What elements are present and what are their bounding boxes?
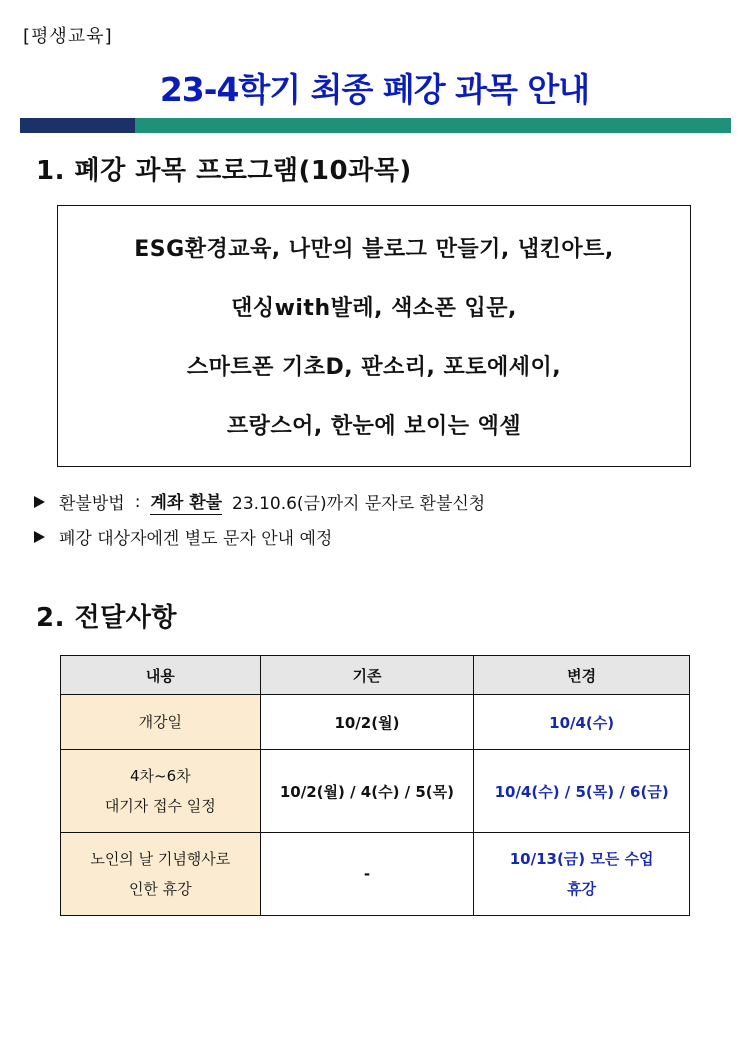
before-cell: - — [260, 833, 474, 916]
after-line: 휴강 — [567, 880, 597, 898]
table-row — [61, 750, 690, 833]
notice-text: 폐강 대상자에겐 별도 문자 안내 예정 — [59, 529, 333, 549]
program-line: 프랑스어, 한눈에 보이는 엑셀 — [226, 414, 522, 439]
refund-method: 계좌 환불 — [150, 488, 222, 515]
section1-heading: 1. 폐강 과목 프로그램(10과목) — [36, 156, 412, 186]
triangle-bullet-icon — [34, 496, 45, 508]
refund-bullet — [34, 488, 485, 515]
row-label-line: 인한 휴강 — [128, 880, 192, 898]
row-label-cell — [61, 833, 261, 916]
table-row — [61, 833, 690, 916]
title-divider-bar — [20, 118, 731, 133]
after-cell — [474, 833, 690, 916]
before-cell: 10/2(월) / 4(수) / 5(목) — [260, 750, 474, 833]
before-cell: 10/2(월) — [260, 695, 474, 750]
row-label-line: 대기자 접수 일정 — [104, 797, 216, 815]
row-label-line: 개강일 — [138, 713, 183, 731]
program-list-box — [57, 205, 691, 467]
row-label-line: 노인의 날 기념행사로 — [90, 850, 231, 868]
row-label-line: 4차~6차 — [129, 767, 191, 785]
refund-separator: : — [134, 491, 141, 512]
program-line: 댄싱with발레, 색소폰 입문, — [231, 296, 517, 321]
table-row — [61, 695, 690, 750]
after-line: 10/4(수) — [549, 713, 615, 732]
table-header-row — [61, 656, 690, 695]
after-cell — [474, 695, 690, 750]
after-line: 10/4(수) / 5(목) / 6(금) — [494, 782, 669, 801]
table-header-cell: 기존 — [260, 656, 474, 695]
notice-table — [60, 655, 690, 916]
after-cell — [474, 750, 690, 833]
refund-detail: 23.10.6(금)까지 문자로 환불신청 — [232, 494, 486, 514]
section2-heading: 2. 전달사항 — [36, 603, 177, 633]
page-title: 23-4학기 최종 폐강 과목 안내 — [159, 70, 590, 109]
triangle-bullet-icon — [34, 531, 45, 543]
program-line: ESG환경교육, 나만의 블로그 만들기, 냅킨아트, — [134, 237, 614, 262]
table-header-cell: 내용 — [61, 656, 261, 695]
department-label: [평생교육] — [23, 26, 113, 47]
refund-label: 환불방법 — [59, 494, 125, 514]
title-bar-dark-segment — [20, 118, 135, 133]
title-bar-teal-segment — [135, 118, 731, 133]
notice-bullet — [34, 524, 332, 549]
table-header-cell: 변경 — [474, 656, 690, 695]
row-label-cell — [61, 695, 261, 750]
row-label-cell — [61, 750, 261, 833]
program-line: 스마트폰 기초D, 판소리, 포토에세이, — [186, 355, 562, 380]
after-line: 10/13(금) 모든 수업 — [509, 850, 654, 868]
